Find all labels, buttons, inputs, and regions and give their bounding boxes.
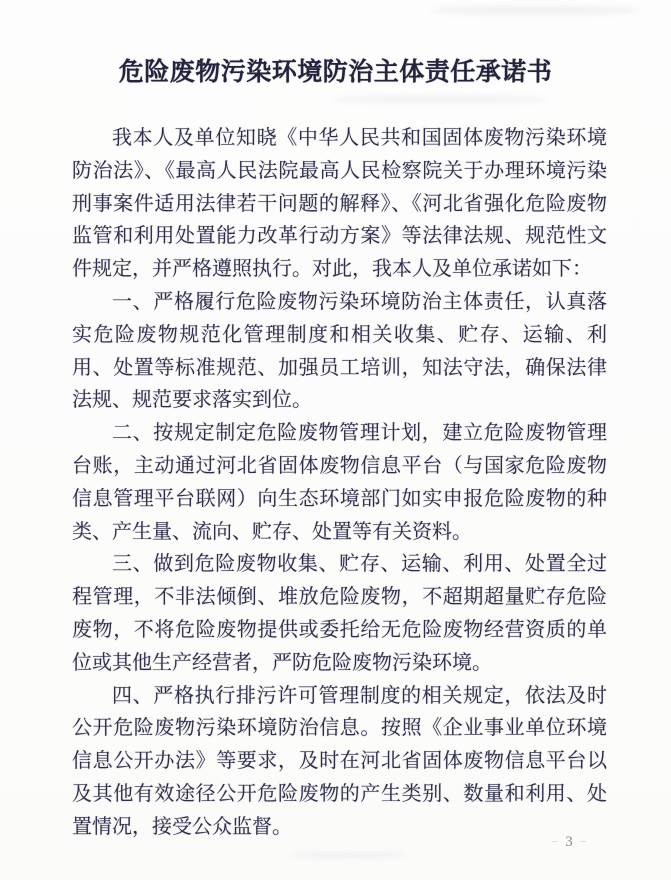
paragraph-commitment-2: 二、按规定制定危险废物管理计划，建立危险废物管理台账，主动通过河北省固体废物信息平台（与国家危险废物信息管理平台联网）向生态环境部门如实申报危险废物的种类、产生量、流向、贮存、处置等有关资料。	[72, 422, 607, 543]
page-number-value: 3	[565, 834, 575, 850]
scan-artifact	[290, 852, 410, 858]
paragraph-intro: 我本人及单位知晓《中华人民共和国固体废物污染环境防治法》、《最高人民法院最高人民检察院关于办理环境污染刑事案件适用法律若干问题的解释》、《河北省强化危险废物监管和利用处置能力改革行动方案》等法律法规、规范性文件规定，并严格遵照执行。对此，我本人及单位承诺如下：	[72, 127, 607, 281]
page-number-dash: –	[552, 835, 560, 847]
page-number-dash: –	[580, 835, 588, 847]
scan-artifact	[430, 6, 640, 15]
scan-artifact	[330, 96, 550, 103]
document-body	[72, 122, 607, 844]
paragraph-commitment-3: 三、做到危险废物收集、贮存、运输、利用、处置全过程管理，不非法倾倒、堆放危险废物，不超期超量贮存危险废物，不将危险废物提供或委托给无危险废物经营资质的单位或其他生产经营者，严防危险废物污染环境。	[72, 553, 607, 674]
paragraph-commitment-4: 四、严格执行排污许可管理制度的相关规定，依法及时公开危险废物污染环境防治信息。按照《企业事业单位环境信息公开办法》等要求，及时在河北省固体废物信息平台以及其他有效途径公开危险废物的产生类别、数量和利用、处置情况，接受公众监督。	[72, 684, 607, 838]
page-number	[540, 834, 600, 851]
document-title: 危险废物污染环境防治主体责任承诺书	[118, 59, 553, 86]
paragraph-commitment-1: 一、严格履行危险废物污染环境防治主体责任，认真落实危险废物规范化管理制度和相关收集、贮存、运输、利用、处置等标准规范、加强员工培训，知法守法，确保法律法规、规范要求落实到位。	[72, 290, 607, 412]
